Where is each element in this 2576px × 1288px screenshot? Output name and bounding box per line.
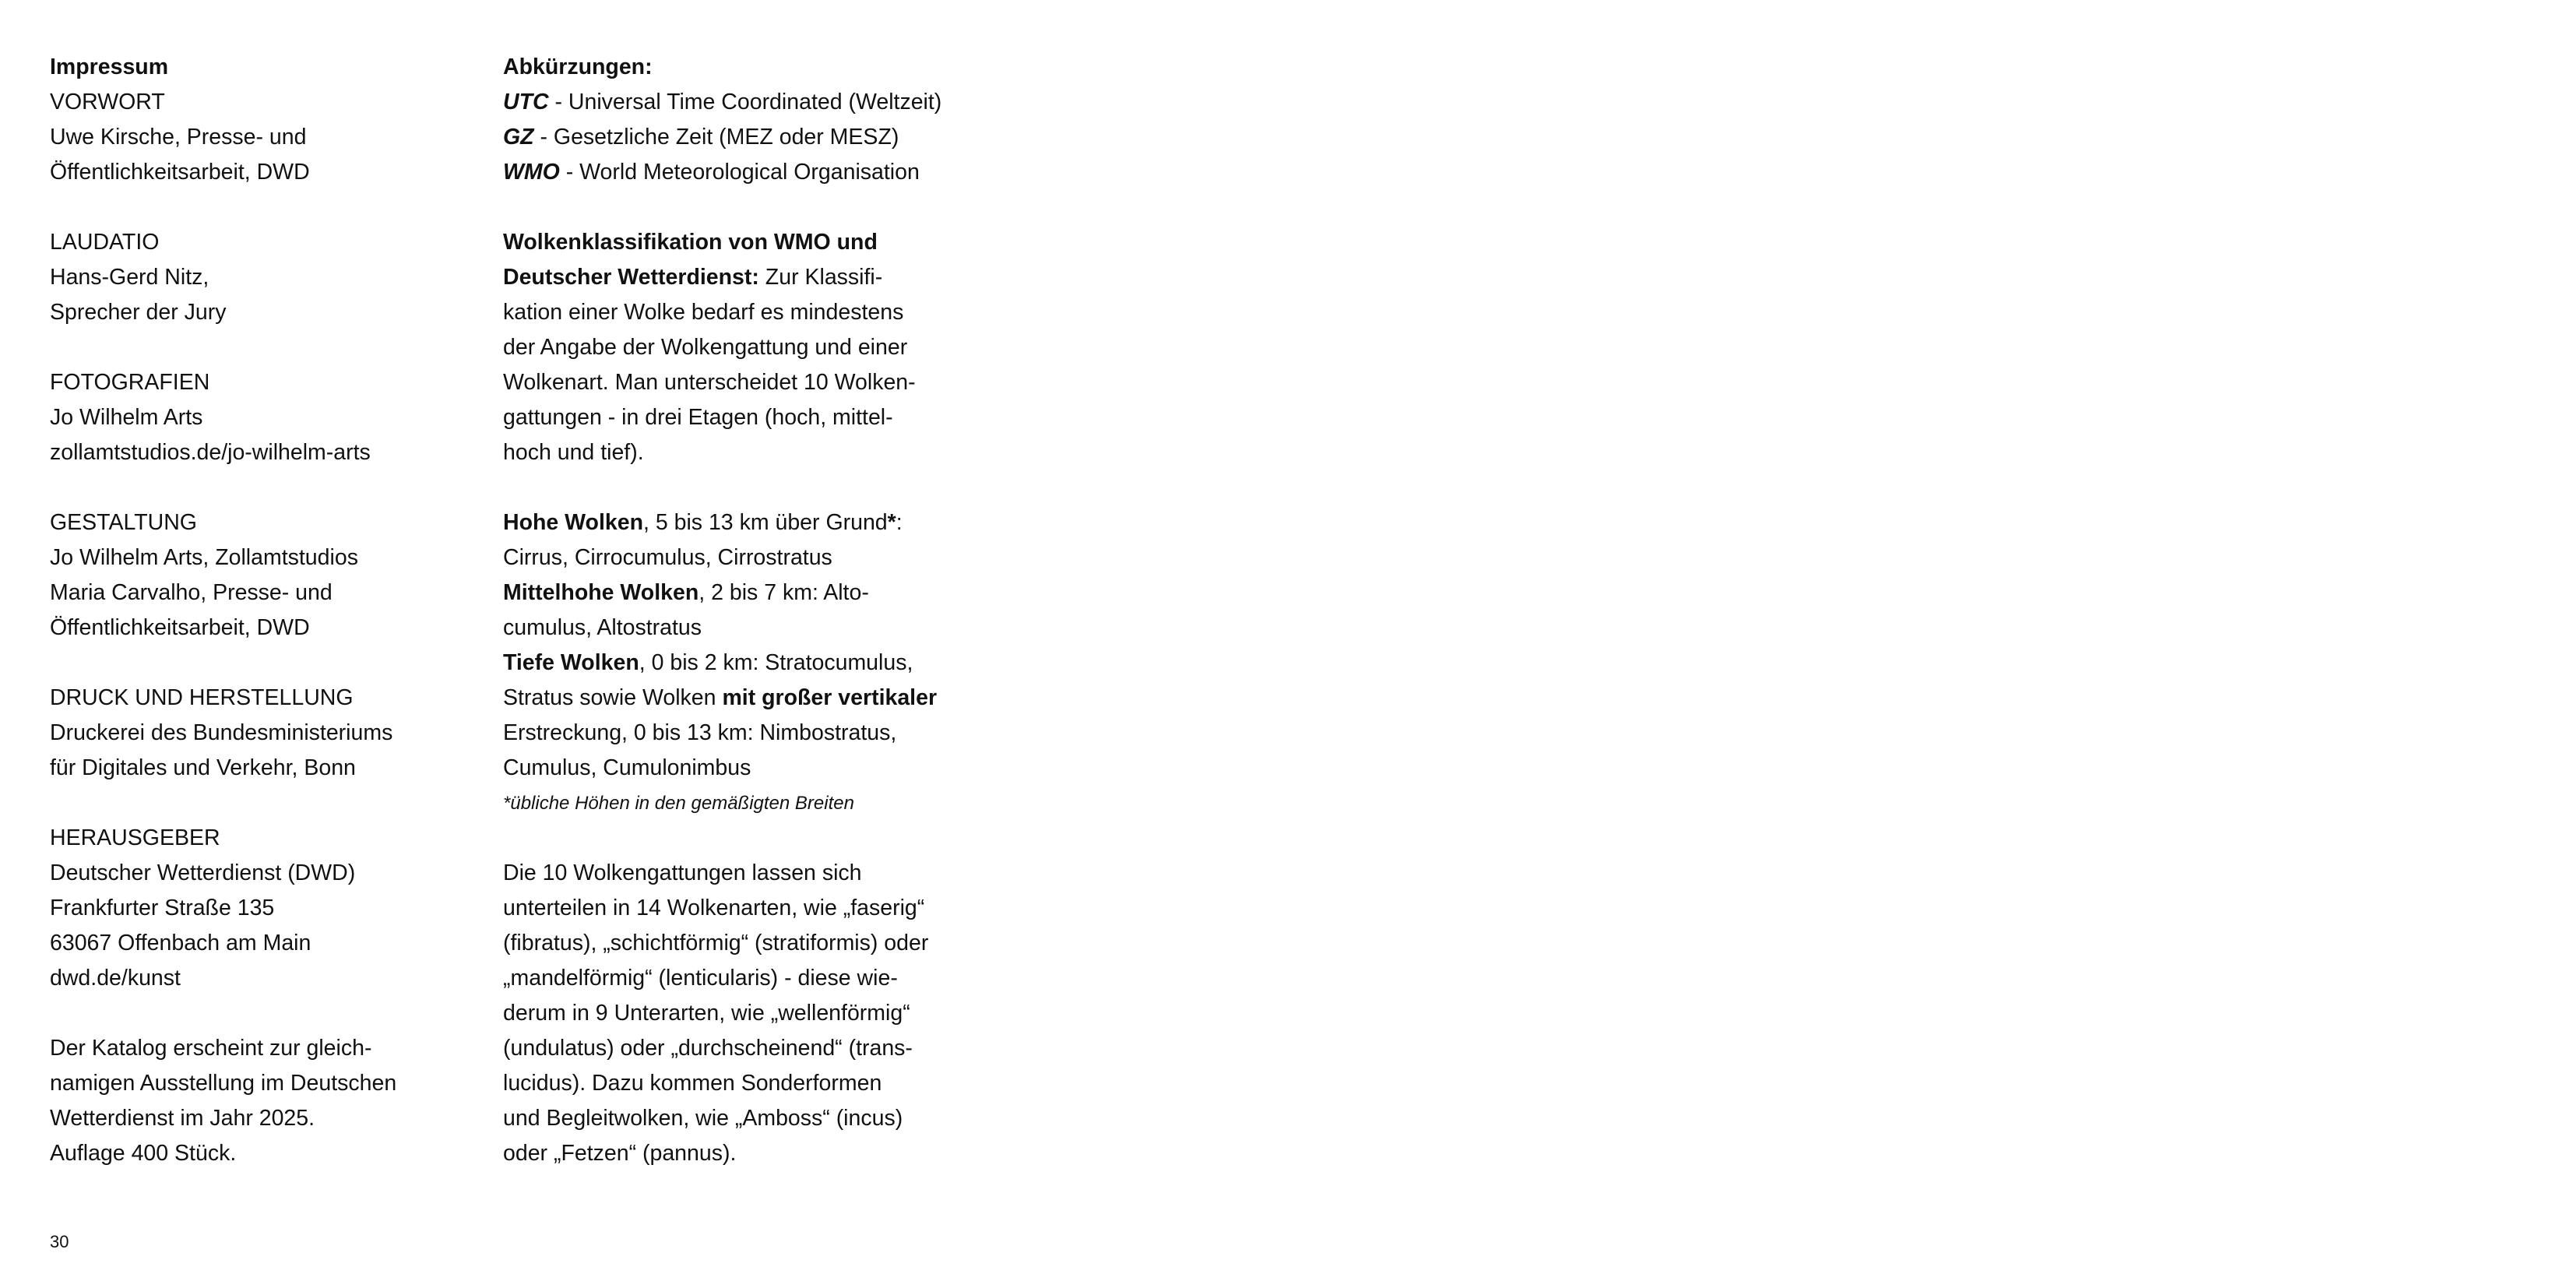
vertical-clouds-text: Stratus sowie Wolken	[503, 685, 723, 710]
hohe-wolken-colon: :	[896, 510, 903, 535]
abbreviation-wmo	[503, 155, 970, 190]
hohe-wolken-types: Cirrus, Cirrocumulus, Cirrostratus	[503, 545, 832, 570]
abbreviations-title: Abkürzungen:	[503, 55, 653, 79]
tiefe-wolken-line	[503, 646, 970, 681]
height-footnote: *übliche Höhen in den gemäßigten Breiten	[503, 793, 854, 814]
herausgeber-line: Frankfurter Straße 135	[50, 896, 275, 920]
classification-text: Zur Klassifi-	[758, 265, 883, 290]
cloud-species-line: und Begleitwolken, wie „Amboss“ (incus)	[503, 1106, 903, 1131]
classification-line: Wolkenart. Man unterscheidet 10 Wolken-	[503, 370, 916, 395]
herausgeber-line: 63067 Offenbach am Main	[50, 931, 311, 955]
katalog-line: Wetterdienst im Jahr 2025.	[50, 1106, 315, 1131]
abbreviation-utc	[503, 85, 970, 120]
katalog-line: Auflage 400 Stück.	[50, 1141, 237, 1166]
classification-line	[503, 260, 970, 295]
herausgeber-line: dwd.de/kunst	[50, 966, 181, 991]
cloud-species-line: lucidus). Dazu kommen Sonderformen	[503, 1071, 882, 1096]
classification-line: gattungen - in drei Etagen (hoch, mittel-	[503, 405, 893, 430]
vertical-clouds-line: Erstreckung, 0 bis 13 km: Nimbostratus,	[503, 720, 897, 745]
vorwort-line: Öffentlichkeitsarbeit, DWD	[50, 160, 310, 185]
fotografien-line: Jo Wilhelm Arts	[50, 405, 203, 430]
katalog-line: namigen Ausstellung im Deutschen	[50, 1071, 397, 1096]
abbreviation-desc: - Gesetzliche Zeit (MEZ oder MESZ)	[533, 125, 899, 150]
cloud-species-line: (undulatus) oder „durchscheinend“ (trans-	[503, 1036, 913, 1061]
druck-heading: DRUCK UND HERSTELLUNG	[50, 685, 354, 710]
tiefe-wolken-term: Tiefe Wolken	[503, 650, 639, 675]
gestaltung-line: Öffentlichkeitsarbeit, DWD	[50, 615, 310, 640]
vertical-clouds-line	[503, 681, 970, 716]
abbreviation-term: GZ	[503, 125, 534, 150]
laudatio-heading: LAUDATIO	[50, 230, 160, 255]
mittelhohe-wolken-term: Mittelhohe Wolken	[503, 580, 699, 605]
classification-heading-cont: Deutscher Wetterdienst:	[503, 265, 759, 290]
footnote-marker: *	[887, 510, 896, 535]
abbreviation-desc: - Universal Time Coordinated (Weltzeit)	[548, 90, 942, 114]
classification-heading: Wolkenklassifikation von WMO und	[503, 230, 878, 255]
classification-line: hoch und tief).	[503, 440, 644, 465]
hohe-wolken-line	[503, 505, 970, 540]
page-number: 30	[50, 1232, 69, 1251]
druck-line: für Digitales und Verkehr, Bonn	[50, 755, 356, 780]
gestaltung-line: Jo Wilhelm Arts, Zollamtstudios	[50, 545, 358, 570]
vertical-clouds-term: mit großer vertikaler	[722, 685, 938, 710]
laudatio-line: Hans-Gerd Nitz,	[50, 265, 209, 290]
fotografien-heading: FOTOGRAFIEN	[50, 370, 210, 395]
cloud-species-line: derum in 9 Unterarten, wie „wellenförmig“	[503, 1001, 910, 1026]
mittelhohe-wolken-text: , 2 bis 7 km: Alto-	[699, 580, 869, 605]
mittelhohe-wolken-line	[503, 575, 970, 611]
tiefe-wolken-text: , 0 bis 2 km: Stratocumulus,	[639, 650, 913, 675]
cloud-species-line: unterteilen in 14 Wolkenarten, wie „faserig“	[503, 896, 925, 920]
classification-line: kation einer Wolke bedarf es mindestens	[503, 300, 904, 325]
classification-line: der Angabe der Wolkengattung und einer	[503, 335, 908, 360]
cloud-species-line: Die 10 Wolkengattungen lassen sich	[503, 860, 862, 885]
mittelhohe-wolken-types: cumulus, Altostratus	[503, 615, 702, 640]
gestaltung-line: Maria Carvalho, Presse- und	[50, 580, 333, 605]
herausgeber-line: Deutscher Wetterdienst (DWD)	[50, 860, 356, 885]
glossary-column	[503, 50, 970, 1171]
gestaltung-heading: GESTALTUNG	[50, 510, 197, 535]
abbreviation-gz	[503, 120, 970, 155]
hohe-wolken-term: Hohe Wolken	[503, 510, 643, 535]
cloud-species-line: oder „Fetzen“ (pannus).	[503, 1141, 737, 1166]
vorwort-line: Uwe Kirsche, Presse- und	[50, 125, 307, 150]
hohe-wolken-text: , 5 bis 13 km über Grund	[643, 510, 888, 535]
herausgeber-heading: HERAUSGEBER	[50, 825, 220, 850]
impressum-column	[50, 50, 470, 1171]
impressum-title: Impressum	[50, 55, 169, 79]
fotografien-line: zollamtstudios.de/jo-wilhelm-arts	[50, 440, 371, 465]
laudatio-line: Sprecher der Jury	[50, 300, 227, 325]
druck-line: Druckerei des Bundesministeriums	[50, 720, 393, 745]
abbreviation-desc: - World Meteorological Organisation	[559, 160, 920, 185]
katalog-line: Der Katalog erscheint zur gleich-	[50, 1036, 372, 1061]
cloud-species-line: „mandelförmig“ (lenticularis) - diese wie-	[503, 966, 898, 991]
vorwort-heading: VORWORT	[50, 90, 165, 114]
abbreviation-term: WMO	[503, 160, 560, 185]
vertical-clouds-line: Cumulus, Cumulonimbus	[503, 755, 751, 780]
cloud-species-line: (fibratus), „schichtförmig“ (stratiformis) oder	[503, 931, 929, 955]
abbreviation-term: UTC	[503, 90, 549, 114]
